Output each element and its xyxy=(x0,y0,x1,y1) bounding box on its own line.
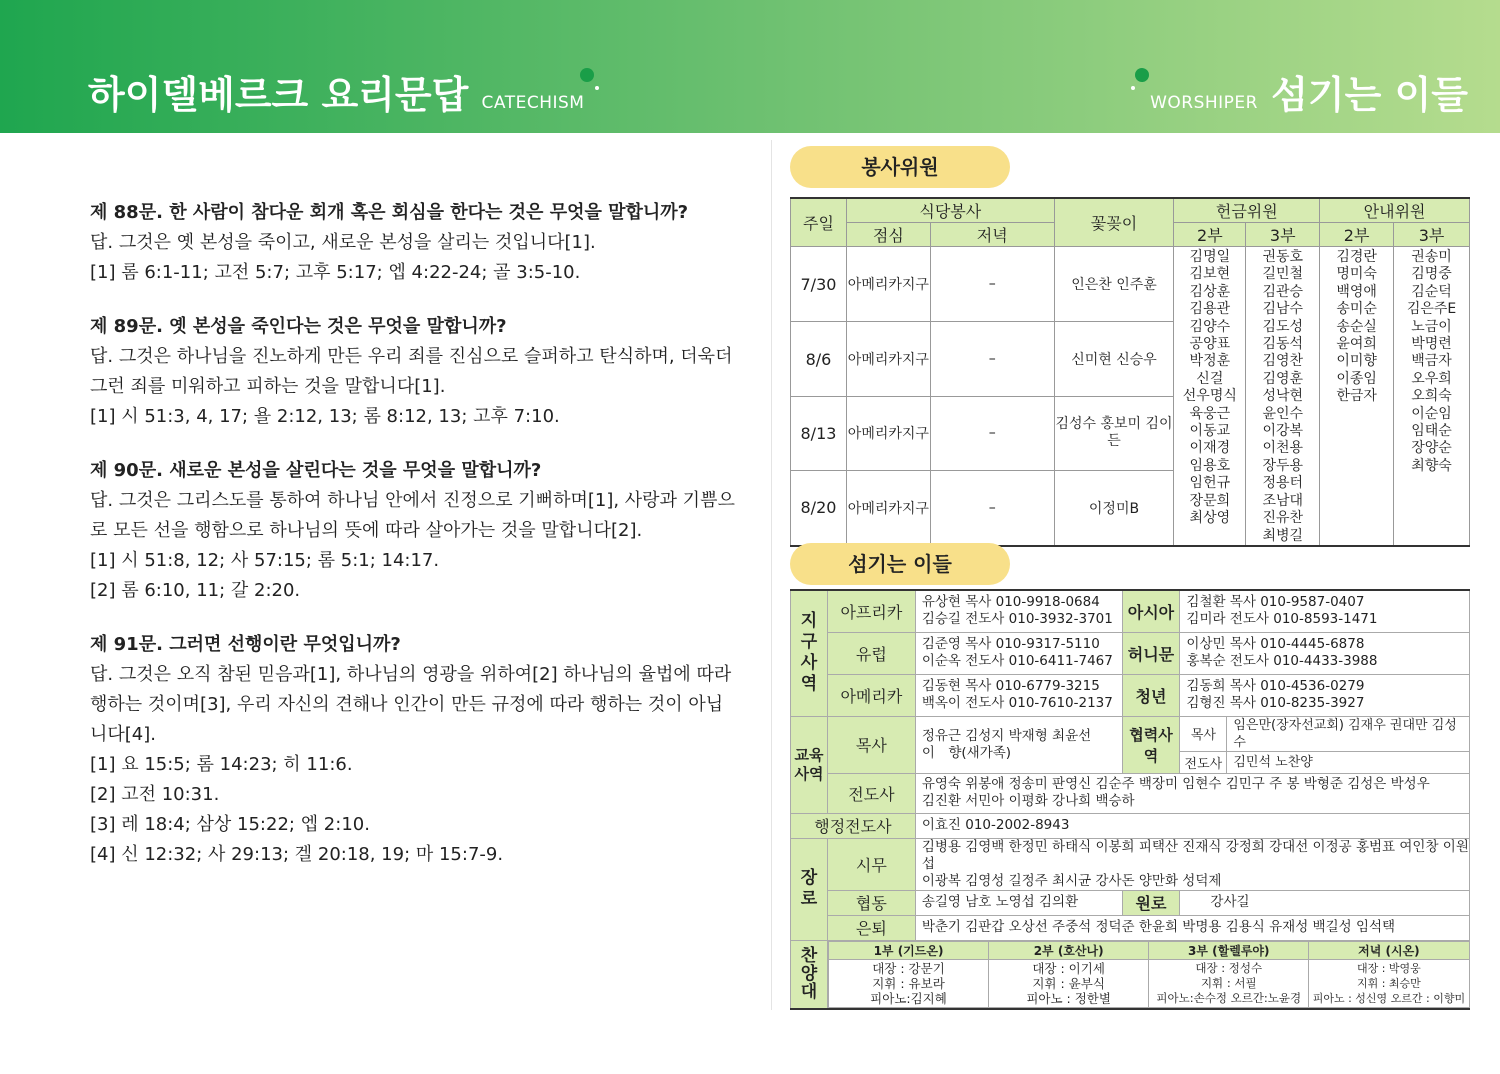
question-88 xyxy=(90,198,740,288)
offering-name: 김동석 xyxy=(1262,336,1304,353)
choir-line: 지휘 : 서필 xyxy=(1200,975,1257,990)
label-char: 지 xyxy=(800,611,818,632)
youth-contacts xyxy=(1180,674,1470,716)
choir-line: 피아노:손수정 오르간:노윤경 xyxy=(1156,990,1302,1005)
contact: 홍복순 전도사 010-4433-3988 xyxy=(1186,653,1378,669)
header-dinner: 저녁 xyxy=(930,223,1054,247)
admin-evangelist-label: 행정전도사 xyxy=(791,813,916,838)
education-label xyxy=(791,716,828,813)
worshiper-heading xyxy=(1150,64,1468,119)
row-lunch: 아메리카지구 xyxy=(846,471,930,546)
elder-label xyxy=(791,838,828,940)
guide-name: 송순실 xyxy=(1336,318,1377,335)
contact: 이상민 목사 010-4445-6878 xyxy=(1186,636,1365,652)
guide-name: 김순덕 xyxy=(1411,283,1452,300)
names-line: 유영숙 위봉애 정송미 판영신 김순주 백장미 임현수 김민구 주 봉 박형준 김성은 박성우 xyxy=(921,776,1430,792)
offering-name: 임용호 xyxy=(1189,457,1231,474)
servers-table xyxy=(790,589,1470,1010)
catechism-title: 하이델베르크 요리문답 xyxy=(88,73,469,117)
header-meal: 식당봉사 xyxy=(846,198,1054,223)
guide-name: 김경란 xyxy=(1336,249,1377,265)
offering-name: 최병길 xyxy=(1262,527,1304,544)
choir-line: 대장 : 강문기 xyxy=(872,960,945,976)
catechism-heading xyxy=(88,64,584,119)
choir-line: 지휘 : 유보라 xyxy=(872,975,945,991)
retired-elder-names: 박춘기 김판갑 오상선 주중석 정덕준 한윤희 박명용 김용식 유재성 백길성 임석택 xyxy=(915,915,1469,940)
row-dinner: – xyxy=(930,396,1054,470)
offering-name: 길민철 xyxy=(1262,266,1304,283)
volunteer-pill: 봉사위원 xyxy=(790,146,1010,188)
coop-evangelist-label: 전도사 xyxy=(1180,751,1227,773)
reference: [1] 시 51:3, 4, 17; 욜 2:12, 13; 롬 8:12, 13; 고후 7:10. xyxy=(90,406,560,427)
row-lunch: 아메리카지구 xyxy=(846,396,930,470)
choir-members xyxy=(1149,959,1309,1007)
names-line: 김병용 김영백 한정민 하태식 이봉희 피택산 진재식 강정희 강대선 이정공 홍범표 여인창 이원섭 xyxy=(921,838,1469,872)
label-char: 사 xyxy=(800,653,818,674)
choir-grid xyxy=(827,940,1469,1009)
offering-name: 성낙현 xyxy=(1262,388,1304,405)
offering-name: 조남대 xyxy=(1262,492,1304,509)
header-flower: 꽃꽂이 xyxy=(1054,198,1174,247)
choir-name: 3부 (할렐루야) xyxy=(1149,941,1309,959)
offering-name: 이강복 xyxy=(1262,423,1304,440)
offering-name: 박정훈 xyxy=(1189,353,1231,370)
dot-decoration xyxy=(580,68,594,82)
row-date: 8/13 xyxy=(791,396,847,470)
dot-decoration-small xyxy=(595,86,599,90)
europe-contacts xyxy=(915,632,1122,674)
offering-name: 선우명식 xyxy=(1182,388,1237,405)
contact: 김승길 전도사 010-3932-3701 xyxy=(921,611,1113,628)
offering-name: 최상영 xyxy=(1189,510,1231,527)
row-lunch: 아메리카지구 xyxy=(846,247,930,322)
offering-name: 신걸 xyxy=(1196,370,1224,387)
africa-label: 아프리카 xyxy=(827,590,915,632)
contact: 김동현 목사 010-6779-3215 xyxy=(921,678,1100,694)
row-date: 8/6 xyxy=(791,322,847,396)
emeritus-label: 원로 xyxy=(1122,890,1180,915)
question-90 xyxy=(90,456,740,606)
choir-line: 지휘 : 최승만 xyxy=(1356,976,1421,990)
label-line: 사역 xyxy=(794,764,824,783)
guide-name: 윤여희 xyxy=(1336,336,1377,353)
evangelist-label: 전도사 xyxy=(827,773,915,813)
offering-name: 김용관 xyxy=(1189,301,1231,318)
question-title: 제 88문. 한 사람이 참다운 회개 혹은 회심을 한다는 것은 무엇을 말합니까? xyxy=(90,202,689,223)
label-char: 로 xyxy=(800,889,818,909)
guide-3bu-names xyxy=(1394,247,1470,546)
choir-line: 대장 : 이기세 xyxy=(1032,960,1105,976)
choir-line: 피아노 : 정한별 xyxy=(1026,990,1111,1006)
guide-name: 김은주E xyxy=(1406,301,1457,318)
label-char: 구 xyxy=(800,632,818,653)
header-lunch: 점심 xyxy=(846,223,930,247)
emeritus-names: 강사길 xyxy=(1180,890,1470,915)
row-dinner: – xyxy=(930,322,1054,396)
admin-evangelist: 이효진 010-2002-8943 xyxy=(915,813,1469,838)
reference: [2] 고전 10:31. xyxy=(90,784,220,805)
africa-contacts xyxy=(915,590,1122,632)
offering-name: 공양표 xyxy=(1189,336,1231,353)
offering-3bu-names xyxy=(1246,247,1320,546)
names-line: 이 향(새가족) xyxy=(921,744,1012,761)
question-title: 제 91문. 그러면 선행이란 무엇입니까? xyxy=(90,634,401,655)
guide-name: 명미숙 xyxy=(1336,266,1377,283)
offering-name: 장문희 xyxy=(1189,492,1231,509)
offering-name: 이동교 xyxy=(1189,423,1231,440)
contact: 유상현 목사 010-9918-0684 xyxy=(921,594,1100,611)
choir-name: 1부 (기드온) xyxy=(828,941,988,959)
offering-name: 이천용 xyxy=(1262,440,1304,457)
choir-line: 대장 : 정성수 xyxy=(1195,960,1263,975)
choir-label xyxy=(791,940,828,1009)
choir-line: 지휘 : 윤부식 xyxy=(1032,975,1105,991)
america-contacts xyxy=(915,674,1122,716)
evangelist-names xyxy=(915,773,1469,813)
contact: 김미라 전도사 010-8593-1471 xyxy=(1186,611,1378,628)
guide-name: 최향숙 xyxy=(1411,457,1452,474)
header-guide-2bu: 2부 xyxy=(1320,223,1394,247)
guide-name: 오희숙 xyxy=(1411,388,1452,405)
row-flower: 이정미B xyxy=(1054,471,1174,546)
offering-name: 김보현 xyxy=(1189,266,1231,283)
row-lunch: 아메리카지구 xyxy=(846,322,930,396)
answer-text: 답. 그것은 하나님을 진노하게 만든 우리 죄를 진심으로 슬퍼하고 탄식하며, 더욱더 그런 죄를 미워하고 피하는 것을 말합니다[1]. xyxy=(90,346,733,397)
honeymoon-label: 허니문 xyxy=(1122,632,1180,674)
question-title: 제 89문. 옛 본성을 죽인다는 것은 무엇을 말합니까? xyxy=(90,316,507,337)
label-char: 찬 xyxy=(800,946,818,966)
offering-name: 권동호 xyxy=(1262,249,1304,265)
dot-decoration-small xyxy=(1131,86,1135,90)
cooperation-label: 협력사역 xyxy=(1122,716,1180,773)
retired-elder-label: 은퇴 xyxy=(827,915,915,940)
choir-line: 피아노:김지혜 xyxy=(870,990,947,1006)
choir-members xyxy=(828,959,988,1007)
active-elder-label: 시무 xyxy=(827,838,915,890)
reference: [1] 요 15:5; 롬 14:23; 히 11:6. xyxy=(90,754,353,775)
contact: 백옥이 전도사 010-7610-2137 xyxy=(921,695,1113,711)
guide-name: 장양순 xyxy=(1411,440,1452,457)
guide-name: 임태순 xyxy=(1411,423,1452,440)
guide-name: 백금자 xyxy=(1411,353,1452,370)
label-char: 장 xyxy=(800,868,818,888)
offering-name: 윤인수 xyxy=(1262,405,1304,422)
guide-name: 노금이 xyxy=(1411,318,1452,335)
choir-table xyxy=(828,941,1470,1008)
asia-label: 아시아 xyxy=(1122,590,1180,632)
offering-name: 김영훈 xyxy=(1262,370,1304,387)
offering-name: 장두용 xyxy=(1262,457,1304,474)
pastor-label: 목사 xyxy=(827,716,915,773)
offering-name: 김관승 xyxy=(1262,283,1304,300)
coop-evangelist-names: 김민석 노찬양 xyxy=(1227,751,1470,773)
guide-name: 김명중 xyxy=(1411,266,1452,283)
jigu-label xyxy=(791,590,828,716)
offering-name: 김양수 xyxy=(1189,318,1231,335)
coop-pastor-label: 목사 xyxy=(1180,716,1227,751)
pastor-names xyxy=(915,716,1122,773)
guide-name: 이종임 xyxy=(1336,370,1377,387)
servers-pill: 섬기는 이들 xyxy=(790,543,1010,585)
offering-name: 정용터 xyxy=(1262,475,1304,492)
header-guide: 안내위원 xyxy=(1320,198,1470,223)
row-flower: 인은찬 인주훈 xyxy=(1054,247,1174,322)
page-header xyxy=(0,0,1500,133)
header-guide-3bu: 3부 xyxy=(1394,223,1470,247)
worshiper-subtitle: WORSHIPER xyxy=(1150,93,1258,113)
choir-name: 저녁 (시온) xyxy=(1309,941,1469,959)
assoc-elder-names: 송길영 남호 노영섭 김의환 xyxy=(915,890,1122,915)
answer-text: 답. 그것은 그리스도를 통하여 하나님 안에서 진정으로 기뻐하며[1], 사랑과 기쁨으로 모든 선을 행함으로 하나님의 뜻에 따라 살아가는 것을 말합니다[2]. xyxy=(90,490,735,541)
contact: 이순옥 전도사 010-6411-7467 xyxy=(921,653,1113,669)
header-offering-2bu: 2부 xyxy=(1174,223,1246,247)
header-offering: 헌금위원 xyxy=(1174,198,1320,223)
contact: 김준영 목사 010-9317-5110 xyxy=(921,636,1100,652)
choir-members xyxy=(989,959,1149,1007)
offering-name: 김도성 xyxy=(1262,318,1304,335)
row-flower: 신미현 신승우 xyxy=(1054,322,1174,396)
offering-2bu-names xyxy=(1174,247,1246,546)
volunteer-table xyxy=(790,197,1470,547)
choir-line: 피아노 : 성신영 오르간 : 이향미 xyxy=(1312,991,1466,1005)
guide-name: 한금자 xyxy=(1336,388,1377,405)
guide-name: 오우희 xyxy=(1411,370,1452,387)
row-dinner: – xyxy=(930,471,1054,546)
guide-name: 송미순 xyxy=(1336,301,1377,318)
label-char: 역 xyxy=(800,674,818,695)
offering-name: 김명일 xyxy=(1189,249,1231,265)
column-divider xyxy=(771,140,772,1010)
header-sunday: 주일 xyxy=(791,198,847,247)
row-dinner: – xyxy=(930,247,1054,322)
answer-text: 답. 그것은 오직 참된 믿음과[1], 하나님의 영광을 위하여[2] 하나님의 율법에 따라 행하는 것이며[3], 우리 자신의 견해나 인간이 만든 규정에 따라 행하는 것이 아닙니다[4]. xyxy=(90,664,732,745)
question-89 xyxy=(90,312,740,432)
header-offering-3bu: 3부 xyxy=(1246,223,1320,247)
offering-name: 김상훈 xyxy=(1189,283,1231,300)
active-elder-names xyxy=(915,838,1469,890)
row-date: 7/30 xyxy=(791,247,847,322)
reference: [4] 신 12:32; 사 29:13; 겔 20:18, 19; 마 15:7-9. xyxy=(90,844,504,865)
honeymoon-contacts xyxy=(1180,632,1470,674)
names-line: 정유근 김성지 박재형 최윤선 xyxy=(921,727,1092,744)
guide-name: 박명련 xyxy=(1411,336,1452,353)
catechism-subtitle: CATECHISM xyxy=(481,93,585,113)
question-91 xyxy=(90,630,740,870)
reference: [1] 시 51:8, 12; 사 57:15; 롬 5:1; 14:17. xyxy=(90,550,440,571)
reference: [2] 롬 6:10, 11; 갈 2:20. xyxy=(90,580,301,601)
reference: [1] 롬 6:1-11; 고전 5:7; 고후 5:17; 엡 4:22-24; 골 3:5-10. xyxy=(90,262,581,283)
question-title: 제 90문. 새로운 본성을 살린다는 것을 무엇을 말합니까? xyxy=(90,460,542,481)
row-flower: 김성수 홍보미 김이든 xyxy=(1054,396,1174,470)
contact: 김형진 목사 010-8235-3927 xyxy=(1186,695,1365,711)
row-date: 8/20 xyxy=(791,471,847,546)
contact: 김동희 목사 010-4536-0279 xyxy=(1186,678,1365,694)
offering-name: 육웅근 xyxy=(1189,405,1231,422)
offering-name: 김남수 xyxy=(1262,301,1304,318)
youth-label: 청년 xyxy=(1122,674,1180,716)
guide-name: 백영애 xyxy=(1336,283,1377,300)
europe-label: 유럽 xyxy=(827,632,915,674)
offering-name: 김영찬 xyxy=(1262,353,1304,370)
offering-name: 임헌규 xyxy=(1189,475,1231,492)
names-line: 김진환 서민아 이평화 강나희 백승하 xyxy=(921,793,1135,809)
dot-decoration xyxy=(1135,68,1149,82)
guide-name: 권송미 xyxy=(1411,249,1452,265)
choir-members xyxy=(1309,959,1469,1007)
america-label: 아메리카 xyxy=(827,674,915,716)
assoc-elder-label: 협동 xyxy=(827,890,915,915)
catechism-section xyxy=(90,198,740,894)
offering-name: 이재경 xyxy=(1189,440,1231,457)
label-char: 양 xyxy=(800,964,818,984)
guide-2bu-names xyxy=(1320,247,1394,546)
names-line: 이광복 김영성 길정주 최시균 강사돈 양만화 성덕제 xyxy=(921,872,1222,889)
guide-name: 이미향 xyxy=(1336,353,1377,370)
coop-pastor-names: 임은만(장자선교회) 김재우 권대만 김성수 xyxy=(1227,716,1470,751)
label-line: 교육 xyxy=(794,745,824,764)
guide-name: 이순임 xyxy=(1411,405,1452,422)
reference: [3] 레 18:4; 삼상 15:22; 엡 2:10. xyxy=(90,814,370,835)
asia-contacts xyxy=(1180,590,1470,632)
choir-line: 대장 : 박영웅 xyxy=(1356,961,1421,975)
answer-text: 답. 그것은 옛 본성을 죽이고, 새로운 본성을 살리는 것입니다[1]. xyxy=(90,232,596,253)
label-char: 대 xyxy=(800,982,818,1002)
contact: 김철환 목사 010-9587-0407 xyxy=(1186,594,1365,611)
choir-name: 2부 (호산나) xyxy=(989,941,1149,959)
offering-name: 진유찬 xyxy=(1262,510,1304,527)
worshiper-title: 섬기는 이들 xyxy=(1271,73,1468,117)
